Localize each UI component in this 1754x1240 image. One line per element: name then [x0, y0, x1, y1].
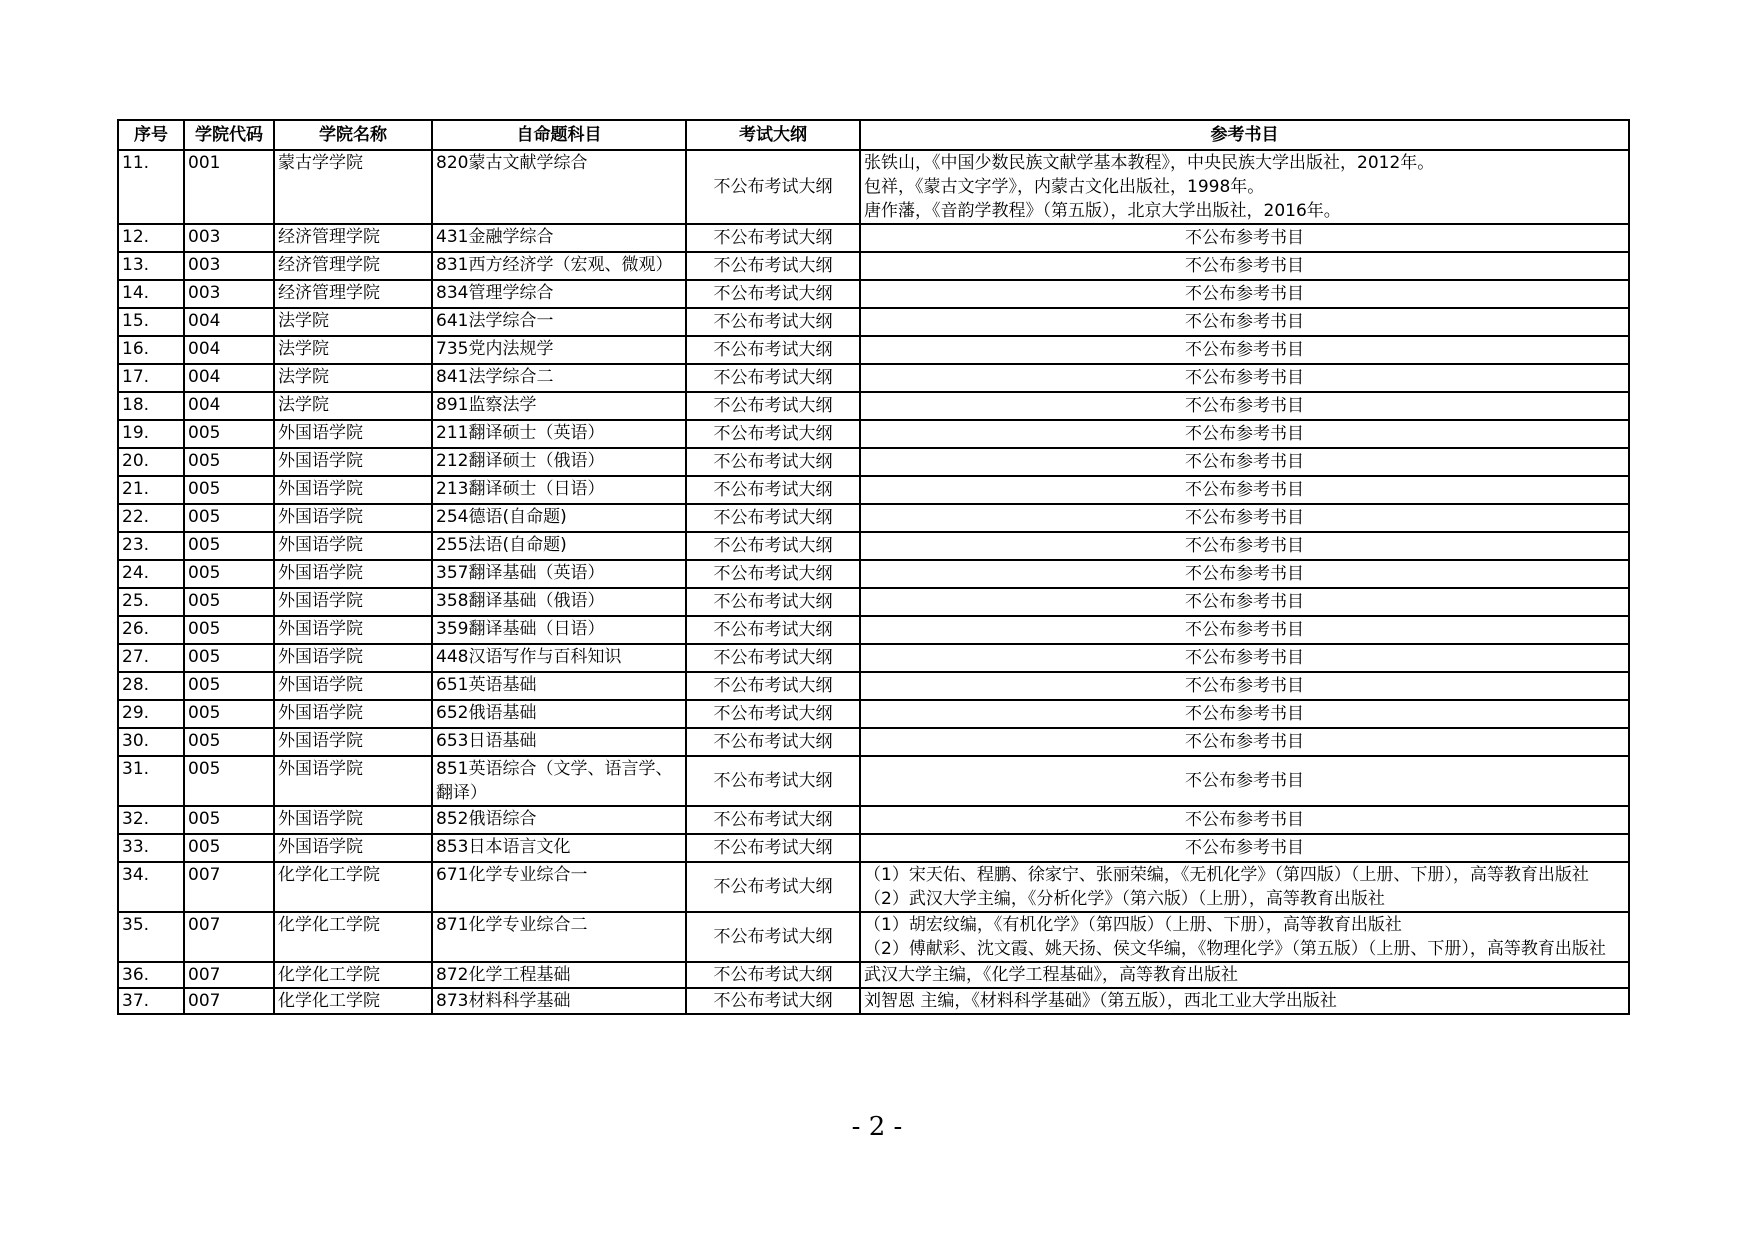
exam-subject: 448汉语写作与百科知识 — [432, 644, 686, 672]
reference-books — [860, 476, 1629, 504]
reference-books — [860, 728, 1629, 756]
row-number: 12. — [118, 224, 184, 252]
table-row — [118, 308, 1629, 336]
syllabus-status: 不公布考试大纲 — [686, 448, 860, 476]
syllabus-status: 不公布考试大纲 — [686, 252, 860, 280]
header-no: 序号 — [118, 120, 184, 150]
reference-book-entry: 不公布参考书目 — [1185, 536, 1304, 556]
row-number: 21. — [118, 476, 184, 504]
header-row — [118, 120, 1629, 150]
reference-book-entry: 不公布参考书目 — [1185, 564, 1304, 584]
reference-books — [860, 756, 1629, 806]
college-name: 外国语学院 — [274, 616, 432, 644]
reference-books — [860, 448, 1629, 476]
reference-book-entry: 不公布参考书目 — [1185, 396, 1304, 416]
college-code: 003 — [184, 280, 274, 308]
college-code: 007 — [184, 862, 274, 912]
reference-book-entry: （2）武汉大学主编，《分析化学》（第六版）（上册），高等教育出版社 — [864, 889, 1385, 909]
college-code: 004 — [184, 336, 274, 364]
syllabus-status: 不公布考试大纲 — [686, 504, 860, 532]
reference-books — [860, 224, 1629, 252]
header-syllabus: 考试大纲 — [686, 120, 860, 150]
college-code: 007 — [184, 962, 274, 988]
college-code: 005 — [184, 448, 274, 476]
reference-books — [860, 834, 1629, 862]
exam-subject: 891监察法学 — [432, 392, 686, 420]
college-code: 005 — [184, 504, 274, 532]
header-code: 学院代码 — [184, 120, 274, 150]
syllabus-status: 不公布考试大纲 — [686, 862, 860, 912]
exam-reference-table — [117, 119, 1630, 1015]
reference-books — [860, 644, 1629, 672]
reference-book-entry: 不公布参考书目 — [1185, 810, 1304, 830]
reference-books — [860, 308, 1629, 336]
college-name: 法学院 — [274, 392, 432, 420]
row-number: 26. — [118, 616, 184, 644]
row-number: 29. — [118, 700, 184, 728]
reference-books — [860, 392, 1629, 420]
row-number: 14. — [118, 280, 184, 308]
table-row — [118, 834, 1629, 862]
college-name: 外国语学院 — [274, 560, 432, 588]
college-name: 外国语学院 — [274, 672, 432, 700]
college-code: 005 — [184, 700, 274, 728]
college-name: 外国语学院 — [274, 834, 432, 862]
reference-book-entry: 不公布参考书目 — [1185, 676, 1304, 696]
college-name: 经济管理学院 — [274, 252, 432, 280]
exam-subject: 255法语(自命题) — [432, 532, 686, 560]
syllabus-status: 不公布考试大纲 — [686, 806, 860, 834]
table-row — [118, 364, 1629, 392]
college-name: 外国语学院 — [274, 756, 432, 806]
exam-subject: 820蒙古文献学综合 — [432, 150, 686, 224]
header-references: 参考书目 — [860, 120, 1629, 150]
table-row — [118, 224, 1629, 252]
syllabus-status: 不公布考试大纲 — [686, 364, 860, 392]
exam-subject: 853日本语言文化 — [432, 834, 686, 862]
syllabus-status: 不公布考试大纲 — [686, 150, 860, 224]
college-name: 蒙古学学院 — [274, 150, 432, 224]
row-number: 28. — [118, 672, 184, 700]
college-code: 005 — [184, 644, 274, 672]
syllabus-status: 不公布考试大纲 — [686, 700, 860, 728]
college-name: 化学化工学院 — [274, 988, 432, 1014]
row-number: 34. — [118, 862, 184, 912]
row-number: 15. — [118, 308, 184, 336]
reference-books — [860, 988, 1629, 1014]
reference-books — [860, 420, 1629, 448]
row-number: 17. — [118, 364, 184, 392]
syllabus-status: 不公布考试大纲 — [686, 672, 860, 700]
reference-book-entry: 不公布参考书目 — [1185, 284, 1304, 304]
college-name: 法学院 — [274, 308, 432, 336]
college-name: 化学化工学院 — [274, 912, 432, 962]
exam-subject: 359翻译基础（日语） — [432, 616, 686, 644]
header-subject: 自命题科目 — [432, 120, 686, 150]
college-name: 外国语学院 — [274, 448, 432, 476]
table-row — [118, 280, 1629, 308]
row-number: 18. — [118, 392, 184, 420]
reference-books — [860, 700, 1629, 728]
table-row — [118, 504, 1629, 532]
college-code: 001 — [184, 150, 274, 224]
reference-book-entry: 不公布参考书目 — [1185, 452, 1304, 472]
reference-books — [860, 150, 1629, 224]
table-row — [118, 728, 1629, 756]
syllabus-status: 不公布考试大纲 — [686, 588, 860, 616]
reference-books — [860, 280, 1629, 308]
syllabus-status: 不公布考试大纲 — [686, 336, 860, 364]
row-number: 24. — [118, 560, 184, 588]
college-code: 005 — [184, 834, 274, 862]
college-name: 外国语学院 — [274, 420, 432, 448]
college-code: 005 — [184, 476, 274, 504]
syllabus-status: 不公布考试大纲 — [686, 834, 860, 862]
college-code: 003 — [184, 224, 274, 252]
exam-subject: 671化学专业综合一 — [432, 862, 686, 912]
syllabus-status: 不公布考试大纲 — [686, 224, 860, 252]
reference-book-entry: 不公布参考书目 — [1185, 424, 1304, 444]
college-code: 005 — [184, 756, 274, 806]
college-code: 005 — [184, 806, 274, 834]
exam-subject: 213翻译硕士（日语） — [432, 476, 686, 504]
reference-books — [860, 504, 1629, 532]
exam-subject: 254德语(自命题) — [432, 504, 686, 532]
college-code: 005 — [184, 420, 274, 448]
reference-books — [860, 862, 1629, 912]
reference-book-entry: （1）胡宏纹编，《有机化学》（第四版）（上册、下册），高等教育出版社 — [864, 915, 1402, 935]
reference-books — [860, 912, 1629, 962]
exam-subject: 873材料科学基础 — [432, 988, 686, 1014]
table-row — [118, 862, 1629, 912]
table-body — [118, 150, 1629, 1014]
college-name: 法学院 — [274, 364, 432, 392]
college-name: 法学院 — [274, 336, 432, 364]
reference-book-entry: 刘智恩 主编，《材料科学基础》（第五版），西北工业大学出版社 — [864, 991, 1337, 1011]
reference-book-entry: 武汉大学主编，《化学工程基础》，高等教育出版社 — [864, 965, 1238, 985]
row-number: 37. — [118, 988, 184, 1014]
reference-book-entry: （1）宋天佑、程鹏、徐家宁、张丽荣编，《无机化学》（第四版）（上册、下册），高等教育出版社 — [864, 865, 1589, 885]
reference-book-entry: 包祥，《蒙古文字学》，内蒙古文化出版社，1998年。 — [864, 177, 1265, 197]
table-row — [118, 700, 1629, 728]
syllabus-status: 不公布考试大纲 — [686, 392, 860, 420]
syllabus-status: 不公布考试大纲 — [686, 912, 860, 962]
reference-book-entry: 不公布参考书目 — [1185, 228, 1304, 248]
reference-book-entry: 张铁山，《中国少数民族文献学基本教程》，中央民族大学出版社，2012年。 — [864, 153, 1435, 173]
table-row — [118, 588, 1629, 616]
reference-book-entry: 唐作藩，《音韵学教程》（第五版），北京大学出版社，2016年。 — [864, 201, 1341, 221]
row-number: 16. — [118, 336, 184, 364]
college-name: 外国语学院 — [274, 588, 432, 616]
row-number: 27. — [118, 644, 184, 672]
page-number: - 2 - — [851, 1112, 903, 1142]
table-row — [118, 912, 1629, 962]
table-row — [118, 532, 1629, 560]
exam-subject: 357翻译基础（英语） — [432, 560, 686, 588]
reference-books — [860, 616, 1629, 644]
reference-books — [860, 588, 1629, 616]
college-code: 005 — [184, 588, 274, 616]
syllabus-status: 不公布考试大纲 — [686, 308, 860, 336]
table-row — [118, 476, 1629, 504]
exam-subject: 651英语基础 — [432, 672, 686, 700]
exam-subject: 431金融学综合 — [432, 224, 686, 252]
row-number: 20. — [118, 448, 184, 476]
college-code: 005 — [184, 532, 274, 560]
row-number: 25. — [118, 588, 184, 616]
table-row — [118, 560, 1629, 588]
college-name: 经济管理学院 — [274, 280, 432, 308]
college-code: 005 — [184, 672, 274, 700]
row-number: 13. — [118, 252, 184, 280]
syllabus-status: 不公布考试大纲 — [686, 616, 860, 644]
reference-book-entry: 不公布参考书目 — [1185, 480, 1304, 500]
row-number: 33. — [118, 834, 184, 862]
table-row — [118, 988, 1629, 1014]
syllabus-status: 不公布考试大纲 — [686, 280, 860, 308]
table-row — [118, 336, 1629, 364]
college-name: 外国语学院 — [274, 504, 432, 532]
reference-books — [860, 560, 1629, 588]
table-row — [118, 756, 1629, 806]
reference-book-entry: （2）傅献彩、沈文霞、姚天扬、侯文华编，《物理化学》（第五版）（上册、下册），高等教育出版社 — [864, 939, 1606, 959]
college-code: 007 — [184, 988, 274, 1014]
reference-books — [860, 252, 1629, 280]
college-code: 004 — [184, 364, 274, 392]
reference-books — [860, 336, 1629, 364]
table-row — [118, 806, 1629, 834]
syllabus-status: 不公布考试大纲 — [686, 756, 860, 806]
reference-book-entry: 不公布参考书目 — [1185, 312, 1304, 332]
reference-books — [860, 806, 1629, 834]
college-name: 外国语学院 — [274, 476, 432, 504]
exam-subject: 212翻译硕士（俄语） — [432, 448, 686, 476]
table-row — [118, 420, 1629, 448]
reference-books — [860, 672, 1629, 700]
syllabus-status: 不公布考试大纲 — [686, 644, 860, 672]
exam-subject: 852俄语综合 — [432, 806, 686, 834]
reference-book-entry: 不公布参考书目 — [1185, 704, 1304, 724]
table-row — [118, 644, 1629, 672]
syllabus-status: 不公布考试大纲 — [686, 988, 860, 1014]
exam-subject: 831西方经济学（宏观、微观） — [432, 252, 686, 280]
syllabus-status: 不公布考试大纲 — [686, 476, 860, 504]
college-name: 外国语学院 — [274, 700, 432, 728]
exam-subject: 841法学综合二 — [432, 364, 686, 392]
reference-book-entry: 不公布参考书目 — [1185, 508, 1304, 528]
college-name: 外国语学院 — [274, 806, 432, 834]
header-college: 学院名称 — [274, 120, 432, 150]
row-number: 22. — [118, 504, 184, 532]
reference-book-entry: 不公布参考书目 — [1185, 838, 1304, 858]
row-number: 36. — [118, 962, 184, 988]
syllabus-status: 不公布考试大纲 — [686, 420, 860, 448]
college-name: 化学化工学院 — [274, 862, 432, 912]
table-row — [118, 252, 1629, 280]
college-name: 化学化工学院 — [274, 962, 432, 988]
exam-reference-table-container — [117, 119, 1628, 1015]
row-number: 23. — [118, 532, 184, 560]
row-number: 11. — [118, 150, 184, 224]
syllabus-status: 不公布考试大纲 — [686, 560, 860, 588]
college-name: 外国语学院 — [274, 644, 432, 672]
syllabus-status: 不公布考试大纲 — [686, 728, 860, 756]
table-row — [118, 448, 1629, 476]
reference-book-entry: 不公布参考书目 — [1185, 620, 1304, 640]
row-number: 19. — [118, 420, 184, 448]
reference-books — [860, 532, 1629, 560]
exam-subject: 872化学工程基础 — [432, 962, 686, 988]
college-name: 外国语学院 — [274, 532, 432, 560]
reference-book-entry: 不公布参考书目 — [1185, 340, 1304, 360]
college-code: 005 — [184, 560, 274, 588]
reference-books — [860, 364, 1629, 392]
exam-subject: 652俄语基础 — [432, 700, 686, 728]
exam-subject: 735党内法规学 — [432, 336, 686, 364]
row-number: 31. — [118, 756, 184, 806]
exam-subject: 834管理学综合 — [432, 280, 686, 308]
row-number: 30. — [118, 728, 184, 756]
college-code: 005 — [184, 616, 274, 644]
exam-subject: 358翻译基础（俄语） — [432, 588, 686, 616]
college-code: 005 — [184, 728, 274, 756]
table-row — [118, 962, 1629, 988]
row-number: 35. — [118, 912, 184, 962]
exam-subject: 641法学综合一 — [432, 308, 686, 336]
exam-subject: 851英语综合（文学、语言学、翻译） — [432, 756, 686, 806]
table-row — [118, 392, 1629, 420]
college-code: 003 — [184, 252, 274, 280]
college-name: 经济管理学院 — [274, 224, 432, 252]
exam-subject: 653日语基础 — [432, 728, 686, 756]
reference-book-entry: 不公布参考书目 — [1185, 256, 1304, 276]
reference-book-entry: 不公布参考书目 — [1185, 592, 1304, 612]
reference-book-entry: 不公布参考书目 — [1185, 732, 1304, 752]
syllabus-status: 不公布考试大纲 — [686, 962, 860, 988]
syllabus-status: 不公布考试大纲 — [686, 532, 860, 560]
reference-book-entry: 不公布参考书目 — [1185, 648, 1304, 668]
exam-subject: 871化学专业综合二 — [432, 912, 686, 962]
college-code: 004 — [184, 392, 274, 420]
reference-books — [860, 962, 1629, 988]
table-row — [118, 616, 1629, 644]
exam-subject: 211翻译硕士（英语） — [432, 420, 686, 448]
college-code: 007 — [184, 912, 274, 962]
college-code: 004 — [184, 308, 274, 336]
row-number: 32. — [118, 806, 184, 834]
reference-book-entry: 不公布参考书目 — [1185, 368, 1304, 388]
table-row — [118, 150, 1629, 224]
table-row — [118, 672, 1629, 700]
reference-book-entry: 不公布参考书目 — [1185, 771, 1304, 791]
college-name: 外国语学院 — [274, 728, 432, 756]
